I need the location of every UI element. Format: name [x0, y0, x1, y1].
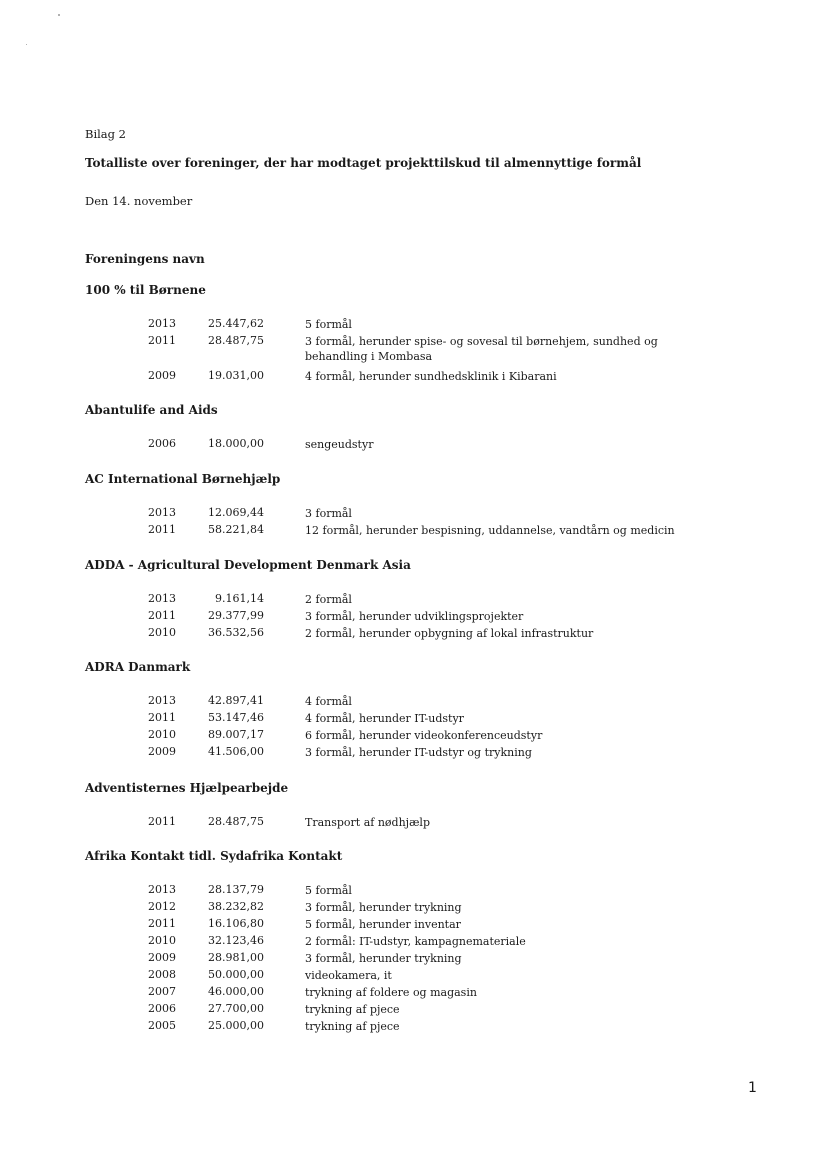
- entry-year: 2006: [148, 437, 176, 450]
- entry-description: 3 formål, herunder udviklingsprojekter: [305, 610, 524, 623]
- column-heading: Foreningens navn: [85, 252, 205, 266]
- entry-year: 2013: [148, 883, 176, 896]
- entry-year: 2005: [148, 1019, 176, 1032]
- entry-year: 2011: [148, 711, 176, 724]
- entry-amount: 16.106,80: [208, 917, 264, 930]
- entry-year: 2011: [148, 917, 176, 930]
- bilag-label: Bilag 2: [85, 127, 126, 141]
- entry-year: 2013: [148, 694, 176, 707]
- entry-amount: 28.487,75: [208, 815, 264, 828]
- entry-amount: 32.123,46: [208, 934, 264, 947]
- entry-year: 2011: [148, 523, 176, 536]
- entry-amount: 27.700,00: [208, 1002, 264, 1015]
- org-name: Adventisternes Hjælpearbejde: [85, 781, 289, 795]
- entry-year: 2012: [148, 900, 176, 913]
- org-name: ADRA Danmark: [85, 660, 191, 674]
- entry-amount: 41.506,00: [208, 745, 264, 758]
- entry-description: trykning af foldere og magasin: [305, 986, 477, 999]
- entry-amount: 28.487,75: [208, 334, 264, 347]
- entry-description: 2 formål: [305, 593, 352, 606]
- entry-description: videokamera, it: [305, 969, 392, 982]
- entry-description: sengeudstyr: [305, 438, 374, 451]
- entry-year: 2013: [148, 506, 176, 519]
- entry-description: trykning af pjece: [305, 1003, 400, 1016]
- entry-description: 4 formål, herunder sundhedsklinik i Kibarani: [305, 370, 557, 383]
- org-name: Abantulife and Aids: [85, 403, 218, 417]
- entry-amount: 18.000,00: [208, 437, 264, 450]
- entry-amount: 38.232,82: [208, 900, 264, 913]
- entry-description: 3 formål, herunder trykning: [305, 901, 462, 914]
- entry-amount: 53.147,46: [208, 711, 264, 724]
- entry-description: 5 formål: [305, 884, 352, 897]
- entry-year: 2007: [148, 985, 176, 998]
- entry-year: 2009: [148, 951, 176, 964]
- org-name: AC International Børnehjælp: [85, 472, 281, 486]
- entry-description: 6 formål, herunder videokonferenceudstyr: [305, 729, 543, 742]
- entry-year: 2010: [148, 934, 176, 947]
- document-title: Totalliste over foreninger, der har modtaget projekttilskud til almennyttige formål: [85, 156, 642, 170]
- entry-year: 2009: [148, 369, 176, 382]
- entry-description: 3 formål: [305, 507, 352, 520]
- entry-amount: 46.000,00: [208, 985, 264, 998]
- entry-year: 2008: [148, 968, 176, 981]
- entry-description: 2 formål, herunder opbygning af lokal infrastruktur: [305, 627, 594, 640]
- entry-amount: 89.007,17: [208, 728, 264, 741]
- scan-speck: [58, 14, 60, 16]
- entry-year: 2013: [148, 592, 176, 605]
- scan-speck: [26, 44, 27, 45]
- org-name: ADDA - Agricultural Development Denmark Asia: [85, 558, 411, 572]
- entry-year: 2013: [148, 317, 176, 330]
- entry-year: 2009: [148, 745, 176, 758]
- entry-description: 2 formål: IT-udstyr, kampagnemateriale: [305, 935, 526, 948]
- entry-year: 2006: [148, 1002, 176, 1015]
- entry-year: 2011: [148, 815, 176, 828]
- entry-year: 2011: [148, 334, 176, 347]
- entry-amount: 28.137,79: [208, 883, 264, 896]
- entry-amount: 50.000,00: [208, 968, 264, 981]
- entry-amount: 25.000,00: [208, 1019, 264, 1032]
- entry-amount: 29.377,99: [208, 609, 264, 622]
- entry-description: 12 formål, herunder bespisning, uddannelse, vandtårn og medicin: [305, 524, 675, 537]
- entry-description: 5 formål: [305, 318, 352, 331]
- entry-amount: 28.981,00: [208, 951, 264, 964]
- entry-description: 4 formål: [305, 695, 352, 708]
- entry-amount: 12.069,44: [208, 506, 264, 519]
- entry-description: 3 formål, herunder IT-udstyr og trykning: [305, 746, 532, 759]
- entry-amount: 19.031,00: [208, 369, 264, 382]
- entry-amount: 58.221,84: [208, 523, 264, 536]
- entry-description: 4 formål, herunder IT-udstyr: [305, 712, 464, 725]
- entry-amount: 25.447,62: [208, 317, 264, 330]
- entry-year: 2010: [148, 728, 176, 741]
- entry-year: 2010: [148, 626, 176, 639]
- entry-description: trykning af pjece: [305, 1020, 400, 1033]
- entry-amount: 36.532,56: [208, 626, 264, 639]
- entry-amount: 42.897,41: [208, 694, 264, 707]
- entry-description: Transport af nødhjælp: [305, 816, 430, 829]
- entry-description: 3 formål, herunder spise- og sovesal til børnehjem, sundhed og behandling i Mombasa: [305, 335, 658, 363]
- entry-description: 3 formål, herunder trykning: [305, 952, 462, 965]
- entry-year: 2011: [148, 609, 176, 622]
- org-name: 100 % til Børnene: [85, 283, 206, 297]
- entry-description: 5 formål, herunder inventar: [305, 918, 461, 931]
- entry-amount: 9.161,14: [215, 592, 264, 605]
- page-number: 1: [748, 1080, 757, 1096]
- document-date: Den 14. november: [85, 194, 193, 208]
- org-name: Afrika Kontakt tidl. Sydafrika Kontakt: [85, 849, 343, 863]
